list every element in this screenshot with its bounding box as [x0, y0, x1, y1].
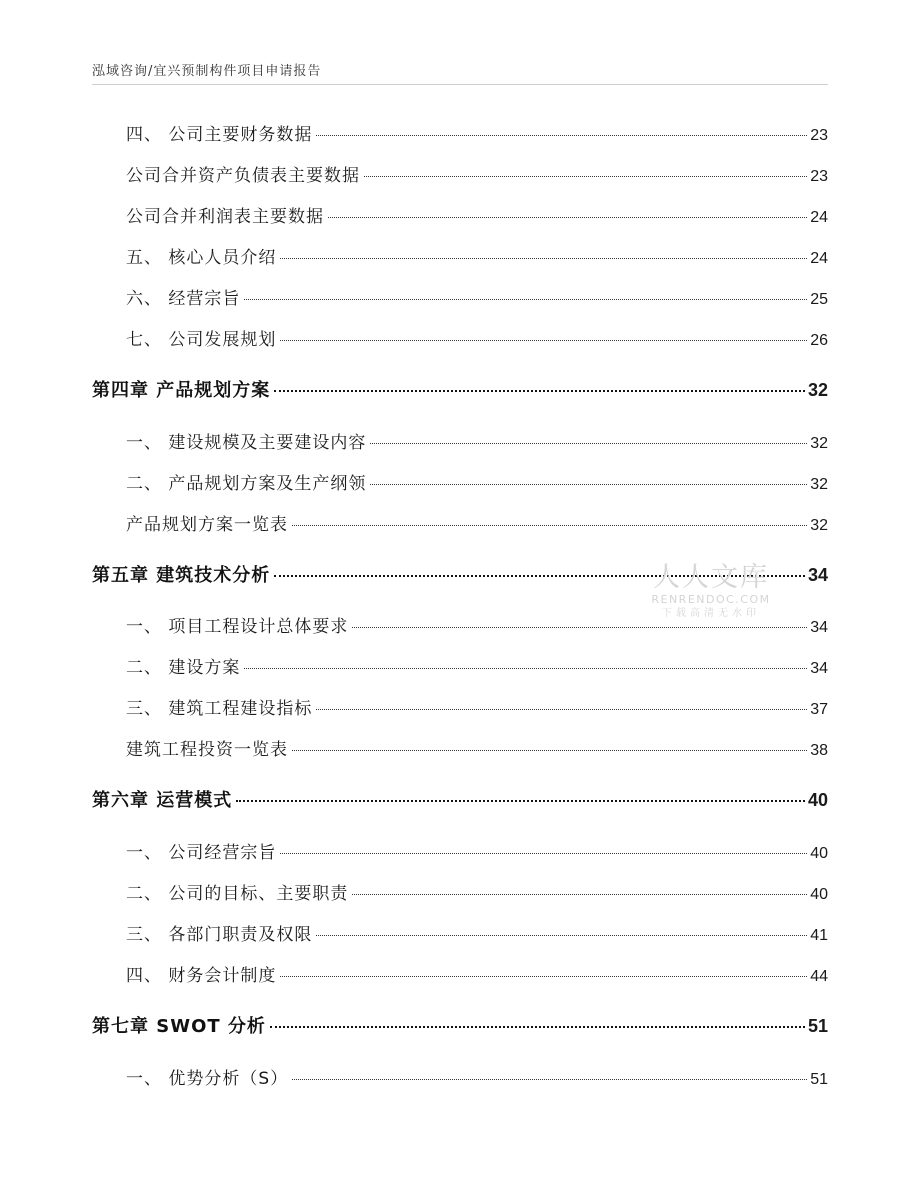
watermark-slogan: 下载高清无水印: [662, 608, 760, 619]
dot-leader: [292, 525, 807, 526]
toc-entry[interactable]: [126, 164, 828, 188]
dot-leader: [280, 976, 807, 977]
toc-entry[interactable]: [126, 123, 828, 147]
toc-entry-title: 产品规划方案一览表: [126, 515, 288, 535]
toc-entry-page: 34: [810, 660, 828, 677]
dot-leader: [280, 258, 807, 259]
toc-entry-title: 二、 建设方案: [126, 658, 241, 678]
toc-chapter-page: 32: [807, 380, 828, 400]
toc-entry-page: 32: [810, 517, 828, 534]
toc-entry[interactable]: [126, 513, 828, 537]
toc-entry-page: 24: [810, 250, 828, 267]
toc-chapter-entry[interactable]: [92, 1014, 828, 1038]
toc-entry-title: 一、 公司经营宗旨: [126, 843, 277, 863]
toc-entry[interactable]: [126, 656, 828, 680]
watermark-url: RENRENDOC.COM: [651, 593, 771, 606]
toc-entry-title: 三、 建筑工程建设指标: [126, 699, 313, 719]
dot-leader: [364, 176, 807, 177]
toc-chapter-title: 第六章 运营模式: [92, 790, 233, 811]
dot-leader: [244, 299, 807, 300]
toc-entry[interactable]: [126, 923, 828, 947]
dot-leader: [370, 484, 807, 485]
dot-leader: [292, 1079, 807, 1080]
dot-leader: [328, 217, 807, 218]
toc-chapter-title: 第五章 建筑技术分析: [92, 565, 271, 586]
toc-entry[interactable]: [126, 205, 828, 229]
toc-entry-title: 七、 公司发展规划: [126, 330, 277, 350]
toc-entry[interactable]: [126, 1067, 828, 1091]
running-header: 泓域咨询/宜兴预制构件项目申请报告: [92, 64, 322, 79]
toc-entry[interactable]: [126, 287, 828, 311]
dot-leader: [370, 443, 807, 444]
dot-leader: [352, 627, 807, 628]
toc-entry-page: 37: [810, 701, 828, 718]
toc-entry-title: 公司合并资产负债表主要数据: [126, 166, 360, 186]
toc-entry-page: 23: [810, 168, 828, 185]
toc-entry-title: 四、 财务会计制度: [126, 966, 277, 986]
dot-leader: [274, 575, 805, 577]
toc-entry-page: 44: [810, 968, 828, 985]
dot-leader: [352, 894, 807, 895]
dot-leader: [316, 709, 807, 710]
dot-leader: [270, 1026, 805, 1028]
toc-entry[interactable]: [126, 615, 828, 639]
watermark-logo-text: 人人文库: [653, 562, 769, 593]
toc-entry-page: 34: [810, 619, 828, 636]
toc-entry-page: 26: [810, 332, 828, 349]
toc-entry-page: 24: [810, 209, 828, 226]
toc-entry[interactable]: [126, 882, 828, 906]
dot-leader: [274, 390, 805, 392]
toc-chapter-page: 34: [807, 565, 828, 585]
toc-entry[interactable]: [126, 246, 828, 270]
toc-entry[interactable]: [126, 328, 828, 352]
toc-entry-page: 23: [810, 127, 828, 144]
toc-entry-title: 五、 核心人员介绍: [126, 248, 277, 268]
toc-entry-title: 三、 各部门职责及权限: [126, 925, 313, 945]
toc-entry[interactable]: [126, 964, 828, 988]
toc-chapter-entry[interactable]: [92, 378, 828, 402]
toc-chapter-title: 第四章 产品规划方案: [92, 380, 271, 401]
toc-entry-title: 一、 优势分析（S）: [126, 1069, 289, 1089]
dot-leader: [236, 800, 805, 802]
toc-chapter-title: 第七章 SWOT 分析: [92, 1016, 266, 1037]
toc-chapter-page: 40: [807, 790, 828, 810]
dot-leader: [316, 135, 807, 136]
toc-entry-title: 一、 建设规模及主要建设内容: [126, 433, 367, 453]
toc-entry-title: 六、 经营宗旨: [126, 289, 241, 309]
toc-chapter-entry[interactable]: [92, 563, 828, 587]
dot-leader: [244, 668, 807, 669]
dot-leader: [280, 853, 807, 854]
toc-entry-page: 32: [810, 476, 828, 493]
toc-chapter-page: 51: [807, 1016, 828, 1036]
toc-chapter-entry[interactable]: [92, 788, 828, 812]
toc-entry-page: 40: [810, 845, 828, 862]
dot-leader: [280, 340, 807, 341]
toc-entry[interactable]: [126, 431, 828, 455]
toc-entry-page: 32: [810, 435, 828, 452]
toc-entry[interactable]: [126, 697, 828, 721]
toc-entry-page: 25: [810, 291, 828, 308]
toc-entry-page: 51: [810, 1071, 828, 1088]
toc-entry-title: 公司合并利润表主要数据: [126, 207, 324, 227]
toc-entry[interactable]: [126, 472, 828, 496]
toc-entry-title: 二、 产品规划方案及生产纲领: [126, 474, 367, 494]
toc-entry-title: 建筑工程投资一览表: [126, 740, 288, 760]
toc-entry-title: 四、 公司主要财务数据: [126, 125, 313, 145]
toc-entry-page: 41: [810, 927, 828, 944]
toc-entry[interactable]: [126, 841, 828, 865]
toc-entry-title: 一、 项目工程设计总体要求: [126, 617, 349, 637]
dot-leader: [316, 935, 807, 936]
toc-entry-title: 二、 公司的目标、主要职责: [126, 884, 349, 904]
toc-entry-page: 38: [810, 742, 828, 759]
toc-entry-page: 40: [810, 886, 828, 903]
dot-leader: [292, 750, 807, 751]
toc-entry[interactable]: [126, 738, 828, 762]
